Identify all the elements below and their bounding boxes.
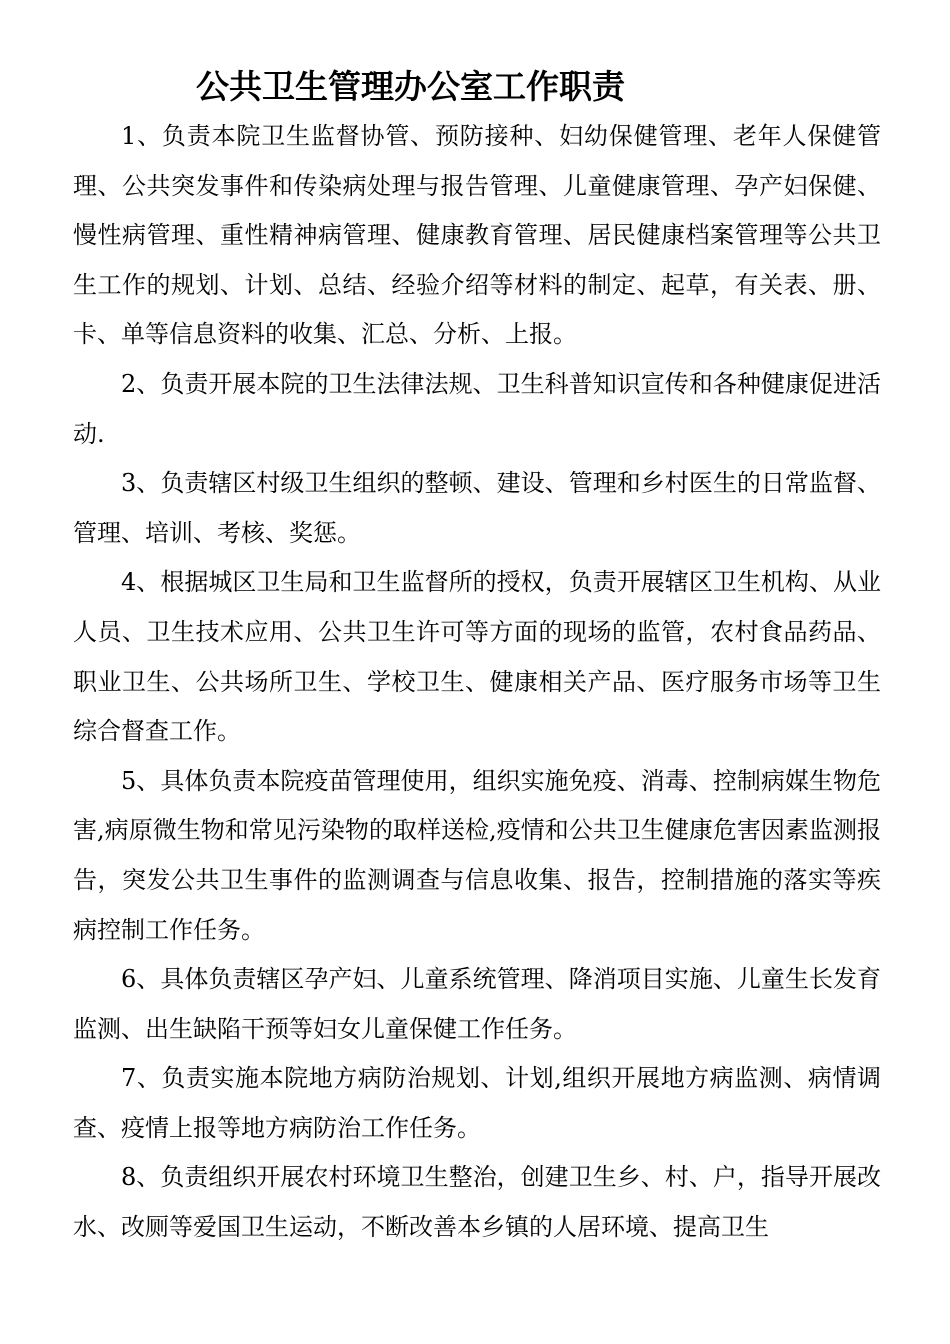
duty-paragraph-8: 8、负责组织开展农村环境卫生整治，创建卫生乡、村、户，指导开展改水、改厕等爱国卫生运动，不断改善本乡镇的人居环境、提高卫生 — [73, 1163, 881, 1242]
duty-paragraph-3: 3、负责辖区村级卫生组织的整顿、建设、管理和乡村医生的日常监督、管理、培训、考核、奖惩。 — [73, 469, 881, 547]
duty-paragraph-5: 5、具体负责本院疫苗管理使用，组织实施免疫、消毒、控制病媒生物危害,病原微生物和常见污染物的取样送检,疫情和公共卫生健康危害因素监测报告，突发公共卫生事件的监测调查与信息收集、报告，控制措施的落实等疾病控制工作任务。 — [73, 766, 881, 944]
document-body — [73, 112, 881, 1253]
duty-paragraph-1: 1、负责本院卫生监督协管、预防接种、妇幼保健管理、老年人保健管理、公共突发事件和传染病处理与报告管理、儿童健康管理、孕产妇保健、慢性病管理、重性精神病管理、健康教育管理、居民健康档案管理等公共卫生工作的规划、计划、总结、经验介绍等材料的制定、起草，有关表、册、卡、单等信息资料的收集、汇总、分析、上报。 — [73, 122, 881, 349]
duty-paragraph-7: 7、负责实施本院地方病防治规划、计划,组织开展地方病监测、病情调查、疫情上报等地方病防治工作任务。 — [73, 1064, 881, 1142]
duty-paragraph-4: 4、根据城区卫生局和卫生监督所的授权，负责开展辖区卫生机构、从业人员、卫生技术应用、公共卫生许可等方面的现场的监管，农村食品药品、职业卫生、公共场所卫生、学校卫生、健康相关产品、医疗服务市场等卫生综合督查工作。 — [73, 568, 881, 746]
document-title: 公共卫生管理办公室工作职责 — [196, 67, 625, 106]
duty-paragraph-6: 6、具体负责辖区孕产妇、儿童系统管理、降消项目实施、儿童生长发育监测、出生缺陷干预等妇女儿童保健工作任务。 — [73, 965, 881, 1043]
duty-paragraph-2: 2、负责开展本院的卫生法律法规、卫生科普知识宣传和各种健康促进活动. — [73, 369, 881, 448]
